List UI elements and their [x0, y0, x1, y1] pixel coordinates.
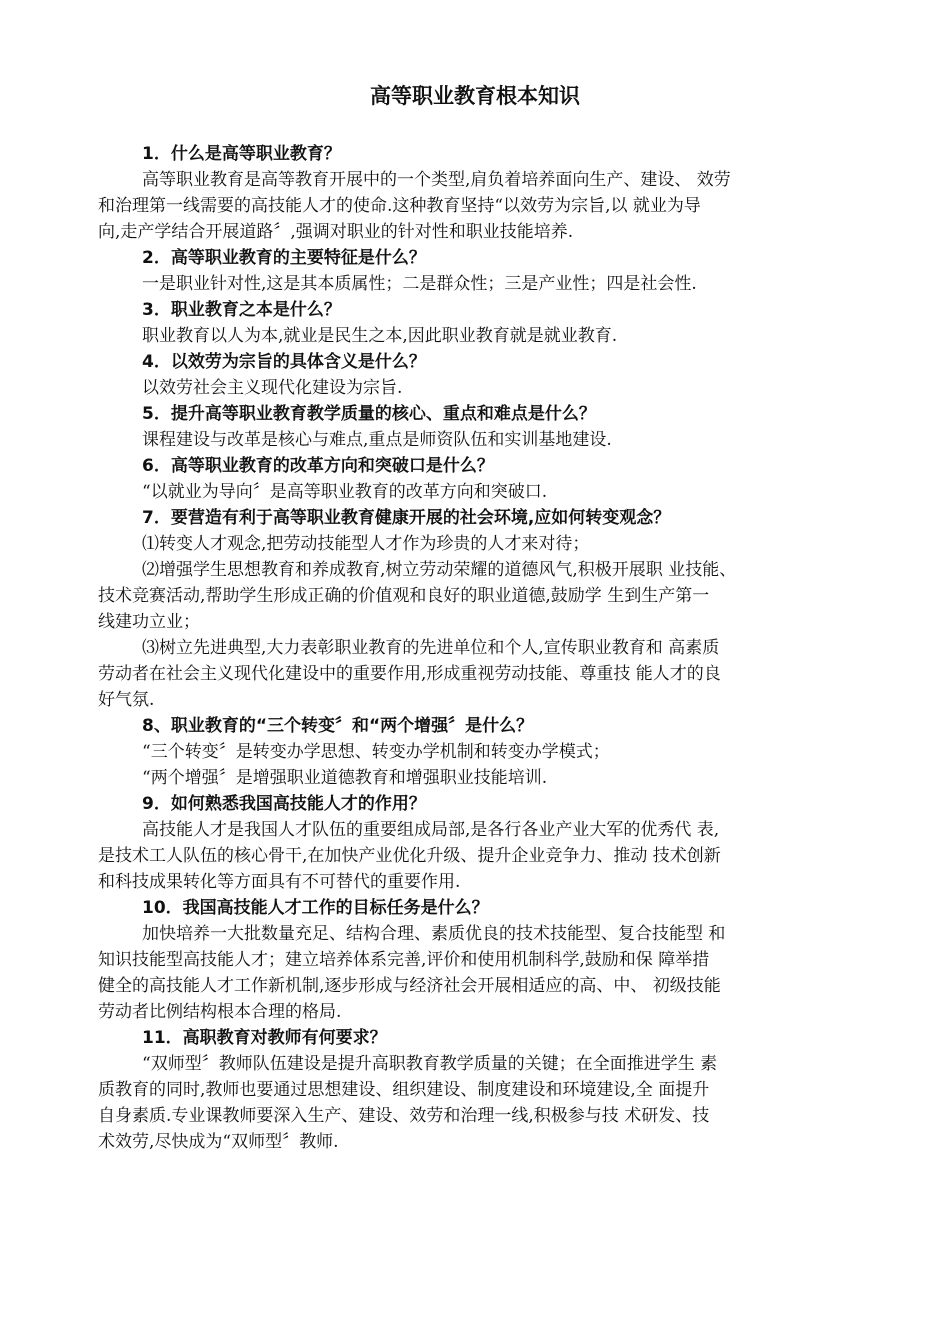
answer-line: 术效劳,尽快成为“双师型〞教师.: [98, 1132, 339, 1152]
qa-section: [98, 245, 856, 297]
question-heading: 8、职业教育的“三个转变〞和“两个增强〞是什么？: [142, 716, 534, 736]
answer-line: “以就业为导向〞是高等职业教育的改革方向和突破口.: [142, 482, 548, 502]
question-heading: 10．我国高技能人才工作的目标任务是什么？: [142, 898, 489, 918]
answer-line: ⑴转变人才观念,把劳动技能型人才作为珍贵的人才来对待；: [142, 534, 590, 554]
answer-line: 和治理第一线需要的高技能人才的使命.这种教育坚持“以效劳为宗旨,以 就业为导: [98, 196, 701, 216]
document-body: [98, 141, 856, 1155]
question-heading: 9．如何熟悉我国高技能人才的作用？: [142, 794, 426, 814]
answer-line: 向,走产学结合开展道路〞,强调对职业的针对性和职业技能培养.: [98, 222, 574, 242]
qa-section: [98, 713, 856, 791]
qa-section: [98, 791, 856, 895]
answer-line: 线建功立业；: [98, 612, 200, 632]
question-heading: 5．提升高等职业教育教学质量的核心、重点和难点是什么？: [142, 404, 596, 424]
answer-line: 和科技成果转化等方面具有不可替代的重要作用.: [98, 872, 461, 892]
answer-line: 加快培养一大批数量充足、结构合理、素质优良的技术技能型、复合技能型 和: [142, 924, 726, 944]
qa-section: [98, 895, 856, 1025]
answer-line: 知识技能型高技能人才；建立培养体系完善,评价和使用机制科学,鼓励和保 障举措: [98, 950, 710, 970]
question-heading: 11．高职教育对教师有何要求？: [142, 1028, 387, 1048]
answer-line: 技术竞赛活动,帮助学生形成正确的价值观和良好的职业道德,鼓励学 生到生产第一: [98, 586, 710, 606]
answer-line: 自身素质.专业课教师要深入生产、建设、效劳和治理一线,积极参与技 术研发、技: [98, 1106, 710, 1126]
answer-line: 高等职业教育是高等教育开展中的一个类型,肩负着培养面向生产、建设、 效劳: [142, 170, 731, 190]
answer-line: 劳动者比例结构根本合理的格局.: [98, 1002, 342, 1022]
question-heading: 7．要营造有利于高等职业教育健康开展的社会环境,应如何转变观念？: [142, 508, 671, 528]
answer-line: ⑵增强学生思想教育和养成教育,树立劳动荣耀的道德风气,积极开展职 业技能、: [142, 560, 737, 580]
answer-line: “两个增强〞是增强职业道德教育和增强职业技能培训.: [142, 768, 548, 788]
answer-line: 课程建设与改革是核心与难点,重点是师资队伍和实训基地建设.: [142, 430, 612, 450]
qa-section: [98, 297, 856, 349]
qa-section: [98, 401, 856, 453]
answer-line: 是技术工人队伍的核心骨干,在加快产业优化升级、提升企业竞争力、推动 技术创新: [98, 846, 721, 866]
qa-section: [98, 505, 856, 713]
answer-line: “三个转变〞是转变办学思想、转变办学机制和转变办学模式；: [142, 742, 610, 762]
document-title: 高等职业教育根本知识: [370, 84, 580, 108]
qa-section: [98, 349, 856, 401]
answer-line: 以效劳社会主义现代化建设为宗旨.: [142, 378, 403, 398]
question-heading: 2．高等职业教育的主要特征是什么？: [142, 248, 426, 268]
qa-section: [98, 1025, 856, 1155]
answer-line: 一是职业针对性,这是其本质属性；二是群众性；三是产业性；四是社会性.: [142, 274, 697, 294]
answer-line: 高技能人才是我国人才队伍的重要组成局部,是各行各业产业大军的优秀代 表,: [142, 820, 720, 840]
answer-line: 健全的高技能人才工作新机制,逐步形成与经济社会开展相适应的高、中、 初级技能: [98, 976, 721, 996]
question-heading: 1．什么是高等职业教育？: [142, 144, 341, 164]
answer-line: 职业教育以人为本,就业是民生之本,因此职业教育就是就业教育.: [142, 326, 618, 346]
answer-line: ⑶树立先进典型,大力表彰职业教育的先进单位和个人,宣传职业教育和 高素质: [142, 638, 720, 658]
answer-line: 质教育的同时,教师也要通过思想建设、组织建设、制度建设和环境建设,全 面提升: [98, 1080, 710, 1100]
qa-section: [98, 453, 856, 505]
answer-line: 劳动者在社会主义现代化建设中的重要作用,形成重视劳动技能、尊重技 能人才的良: [98, 664, 721, 684]
question-heading: 4．以效劳为宗旨的具体含义是什么？: [142, 352, 426, 372]
question-heading: 6．高等职业教育的改革方向和突破口是什么？: [142, 456, 494, 476]
qa-section: [98, 141, 856, 245]
answer-line: “双师型〞教师队伍建设是提升高职教育教学质量的关键；在全面推进学生 素: [142, 1054, 718, 1074]
answer-line: 好气氛.: [98, 690, 155, 710]
question-heading: 3．职业教育之本是什么？: [142, 300, 341, 320]
